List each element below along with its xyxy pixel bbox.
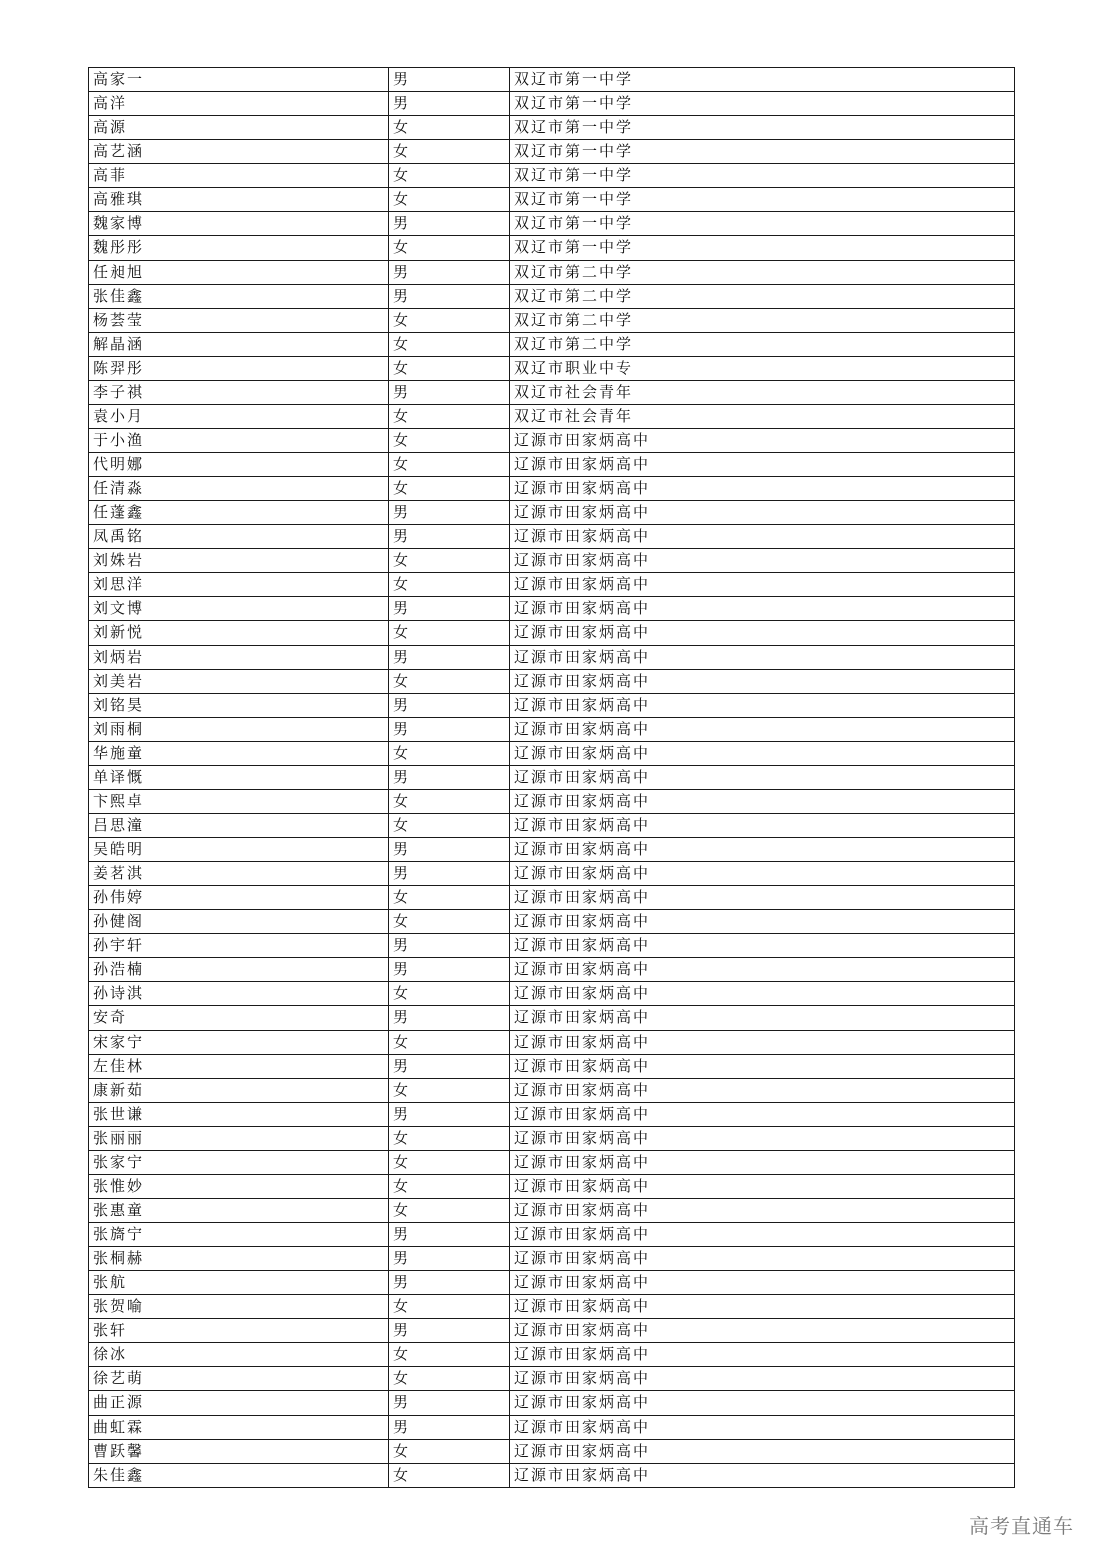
table-row (89, 1198, 1015, 1222)
school-cell: 辽源市田家炳高中 (510, 1223, 1015, 1247)
table-row (89, 428, 1015, 452)
student-name-cell: 吕思潼 (89, 813, 389, 837)
student-name-cell: 高家一 (89, 68, 389, 92)
school-cell: 辽源市田家炳高中 (510, 1247, 1015, 1271)
table-row (89, 789, 1015, 813)
table-row (89, 1391, 1015, 1415)
table-row (89, 573, 1015, 597)
gender-cell: 男 (389, 1054, 510, 1078)
gender-cell: 男 (389, 1319, 510, 1343)
student-name-cell: 曲正源 (89, 1391, 389, 1415)
watermark-text: 高考直通车 (969, 1514, 1074, 1538)
student-name-cell: 张佳鑫 (89, 284, 389, 308)
school-cell: 辽源市田家炳高中 (510, 1198, 1015, 1222)
gender-cell: 女 (389, 1126, 510, 1150)
student-name-cell: 张世谦 (89, 1102, 389, 1126)
gender-cell: 男 (389, 1102, 510, 1126)
school-cell: 辽源市田家炳高中 (510, 1006, 1015, 1030)
table-row (89, 92, 1015, 116)
gender-cell: 女 (389, 308, 510, 332)
school-cell: 双辽市第一中学 (510, 92, 1015, 116)
student-name-cell: 朱佳鑫 (89, 1463, 389, 1487)
gender-cell: 女 (389, 1343, 510, 1367)
student-name-cell: 陈羿彤 (89, 356, 389, 380)
gender-cell: 女 (389, 1367, 510, 1391)
table-row (89, 669, 1015, 693)
school-cell: 辽源市田家炳高中 (510, 958, 1015, 982)
student-name-cell: 孙诗淇 (89, 982, 389, 1006)
school-cell: 辽源市田家炳高中 (510, 1439, 1015, 1463)
gender-cell: 女 (389, 453, 510, 477)
student-name-cell: 任昶旭 (89, 260, 389, 284)
student-name-cell: 曹跃馨 (89, 1439, 389, 1463)
school-cell: 辽源市田家炳高中 (510, 982, 1015, 1006)
student-name-cell: 刘铭昊 (89, 693, 389, 717)
school-cell: 辽源市田家炳高中 (510, 549, 1015, 573)
student-name-cell: 任蓬鑫 (89, 501, 389, 525)
gender-cell: 男 (389, 1391, 510, 1415)
table-row (89, 212, 1015, 236)
gender-cell: 男 (389, 92, 510, 116)
gender-cell: 女 (389, 982, 510, 1006)
table-row (89, 116, 1015, 140)
gender-cell: 女 (389, 813, 510, 837)
student-name-cell: 高洋 (89, 92, 389, 116)
student-name-cell: 刘姝岩 (89, 549, 389, 573)
school-cell: 辽源市田家炳高中 (510, 597, 1015, 621)
school-cell: 辽源市田家炳高中 (510, 645, 1015, 669)
school-cell: 辽源市田家炳高中 (510, 501, 1015, 525)
school-cell: 辽源市田家炳高中 (510, 693, 1015, 717)
student-name-cell: 张桐赫 (89, 1247, 389, 1271)
gender-cell: 女 (389, 789, 510, 813)
table-row (89, 1463, 1015, 1487)
student-name-cell: 高源 (89, 116, 389, 140)
school-cell: 辽源市田家炳高中 (510, 669, 1015, 693)
school-cell: 辽源市田家炳高中 (510, 717, 1015, 741)
table-row (89, 813, 1015, 837)
table-row (89, 453, 1015, 477)
student-name-cell: 徐艺萌 (89, 1367, 389, 1391)
school-cell: 双辽市职业中专 (510, 356, 1015, 380)
student-name-cell: 刘美岩 (89, 669, 389, 693)
table-row (89, 934, 1015, 958)
table-row (89, 1247, 1015, 1271)
school-cell: 辽源市田家炳高中 (510, 1367, 1015, 1391)
student-name-cell: 魏彤彤 (89, 236, 389, 260)
student-name-cell: 解晶涵 (89, 332, 389, 356)
table-row (89, 164, 1015, 188)
school-cell: 辽源市田家炳高中 (510, 525, 1015, 549)
school-cell: 双辽市第一中学 (510, 164, 1015, 188)
student-name-cell: 孙健阁 (89, 910, 389, 934)
student-name-cell: 凤禹铭 (89, 525, 389, 549)
school-cell: 辽源市田家炳高中 (510, 862, 1015, 886)
school-cell: 辽源市田家炳高中 (510, 934, 1015, 958)
student-name-cell: 张惟妙 (89, 1174, 389, 1198)
student-name-cell: 曲虹霖 (89, 1415, 389, 1439)
table-row (89, 862, 1015, 886)
table-row (89, 1078, 1015, 1102)
school-cell: 辽源市田家炳高中 (510, 765, 1015, 789)
gender-cell: 男 (389, 645, 510, 669)
gender-cell: 女 (389, 428, 510, 452)
gender-cell: 女 (389, 477, 510, 501)
gender-cell: 男 (389, 260, 510, 284)
student-name-cell: 单译慨 (89, 765, 389, 789)
student-name-cell: 袁小月 (89, 404, 389, 428)
gender-cell: 男 (389, 958, 510, 982)
gender-cell: 女 (389, 1463, 510, 1487)
table-row (89, 380, 1015, 404)
school-cell: 辽源市田家炳高中 (510, 910, 1015, 934)
student-name-cell: 刘雨桐 (89, 717, 389, 741)
student-name-cell: 张旖宁 (89, 1223, 389, 1247)
student-name-cell: 任清淼 (89, 477, 389, 501)
gender-cell: 男 (389, 717, 510, 741)
gender-cell: 女 (389, 332, 510, 356)
gender-cell: 女 (389, 1078, 510, 1102)
school-cell: 辽源市田家炳高中 (510, 1102, 1015, 1126)
gender-cell: 女 (389, 886, 510, 910)
table-row (89, 982, 1015, 1006)
school-cell: 辽源市田家炳高中 (510, 741, 1015, 765)
student-name-cell: 姜茗淇 (89, 862, 389, 886)
student-name-cell: 安奇 (89, 1006, 389, 1030)
gender-cell: 女 (389, 621, 510, 645)
school-cell: 辽源市田家炳高中 (510, 453, 1015, 477)
student-name-cell: 孙浩楠 (89, 958, 389, 982)
student-name-cell: 徐冰 (89, 1343, 389, 1367)
school-cell: 双辽市第一中学 (510, 68, 1015, 92)
student-name-cell: 魏家博 (89, 212, 389, 236)
student-name-cell: 左佳林 (89, 1054, 389, 1078)
school-cell: 双辽市社会青年 (510, 380, 1015, 404)
table-row (89, 260, 1015, 284)
student-name-cell: 高雅琪 (89, 188, 389, 212)
gender-cell: 女 (389, 140, 510, 164)
table-row (89, 501, 1015, 525)
student-name-cell: 刘新悦 (89, 621, 389, 645)
table-row (89, 1367, 1015, 1391)
school-cell: 双辽市第一中学 (510, 140, 1015, 164)
roster-body (89, 68, 1015, 1488)
gender-cell: 男 (389, 597, 510, 621)
table-row (89, 717, 1015, 741)
table-row (89, 1319, 1015, 1343)
gender-cell: 女 (389, 188, 510, 212)
table-row (89, 404, 1015, 428)
table-row (89, 838, 1015, 862)
gender-cell: 女 (389, 164, 510, 188)
gender-cell: 男 (389, 380, 510, 404)
school-cell: 辽源市田家炳高中 (510, 1126, 1015, 1150)
school-cell: 双辽市第一中学 (510, 236, 1015, 260)
school-cell: 双辽市第二中学 (510, 308, 1015, 332)
student-name-cell: 宋家宁 (89, 1030, 389, 1054)
table-row (89, 140, 1015, 164)
table-row (89, 958, 1015, 982)
gender-cell: 女 (389, 1150, 510, 1174)
gender-cell: 女 (389, 1439, 510, 1463)
school-cell: 辽源市田家炳高中 (510, 1271, 1015, 1295)
student-name-cell: 张贺喻 (89, 1295, 389, 1319)
student-name-cell: 张轩 (89, 1319, 389, 1343)
table-row (89, 1223, 1015, 1247)
student-name-cell: 张丽丽 (89, 1126, 389, 1150)
student-name-cell: 刘炳岩 (89, 645, 389, 669)
school-cell: 辽源市田家炳高中 (510, 1174, 1015, 1198)
table-row (89, 765, 1015, 789)
table-row (89, 621, 1015, 645)
school-cell: 辽源市田家炳高中 (510, 789, 1015, 813)
gender-cell: 女 (389, 549, 510, 573)
school-cell: 辽源市田家炳高中 (510, 1319, 1015, 1343)
school-cell: 双辽市第一中学 (510, 116, 1015, 140)
table-row (89, 1343, 1015, 1367)
gender-cell: 女 (389, 1030, 510, 1054)
student-name-cell: 张惠童 (89, 1198, 389, 1222)
school-cell: 辽源市田家炳高中 (510, 1150, 1015, 1174)
school-cell: 双辽市第一中学 (510, 212, 1015, 236)
gender-cell: 女 (389, 236, 510, 260)
school-cell: 双辽市第一中学 (510, 188, 1015, 212)
table-row (89, 1174, 1015, 1198)
table-row (89, 1054, 1015, 1078)
student-name-cell: 张航 (89, 1271, 389, 1295)
table-row (89, 693, 1015, 717)
school-cell: 辽源市田家炳高中 (510, 1391, 1015, 1415)
table-row (89, 284, 1015, 308)
gender-cell: 女 (389, 573, 510, 597)
student-name-cell: 孙伟婷 (89, 886, 389, 910)
school-cell: 辽源市田家炳高中 (510, 1463, 1015, 1487)
school-cell: 辽源市田家炳高中 (510, 573, 1015, 597)
gender-cell: 男 (389, 68, 510, 92)
table-row (89, 886, 1015, 910)
school-cell: 辽源市田家炳高中 (510, 886, 1015, 910)
table-row (89, 68, 1015, 92)
gender-cell: 男 (389, 501, 510, 525)
gender-cell: 男 (389, 212, 510, 236)
table-row (89, 356, 1015, 380)
gender-cell: 女 (389, 1174, 510, 1198)
table-row (89, 910, 1015, 934)
table-row (89, 1006, 1015, 1030)
table-row (89, 1150, 1015, 1174)
gender-cell: 男 (389, 765, 510, 789)
school-cell: 辽源市田家炳高中 (510, 477, 1015, 501)
table-row (89, 332, 1015, 356)
student-name-cell: 卞熙卓 (89, 789, 389, 813)
gender-cell: 男 (389, 1223, 510, 1247)
gender-cell: 女 (389, 741, 510, 765)
gender-cell: 女 (389, 116, 510, 140)
table-row (89, 1271, 1015, 1295)
school-cell: 辽源市田家炳高中 (510, 1030, 1015, 1054)
school-cell: 辽源市田家炳高中 (510, 1343, 1015, 1367)
gender-cell: 男 (389, 284, 510, 308)
table-row (89, 188, 1015, 212)
table-row (89, 1126, 1015, 1150)
student-name-cell: 李子祺 (89, 380, 389, 404)
table-row (89, 1415, 1015, 1439)
school-cell: 辽源市田家炳高中 (510, 621, 1015, 645)
gender-cell: 男 (389, 1006, 510, 1030)
student-name-cell: 于小渔 (89, 428, 389, 452)
school-cell: 辽源市田家炳高中 (510, 1078, 1015, 1102)
student-roster-table (88, 67, 1015, 1488)
table-row (89, 308, 1015, 332)
student-name-cell: 华施童 (89, 741, 389, 765)
school-cell: 双辽市第二中学 (510, 284, 1015, 308)
school-cell: 双辽市第二中学 (510, 332, 1015, 356)
gender-cell: 男 (389, 693, 510, 717)
gender-cell: 男 (389, 1247, 510, 1271)
student-name-cell: 刘思洋 (89, 573, 389, 597)
student-name-cell: 代明娜 (89, 453, 389, 477)
gender-cell: 男 (389, 862, 510, 886)
table-row (89, 741, 1015, 765)
gender-cell: 女 (389, 356, 510, 380)
gender-cell: 女 (389, 1295, 510, 1319)
gender-cell: 男 (389, 934, 510, 958)
table-row (89, 597, 1015, 621)
school-cell: 辽源市田家炳高中 (510, 1054, 1015, 1078)
gender-cell: 男 (389, 1271, 510, 1295)
student-name-cell: 孙宇轩 (89, 934, 389, 958)
school-cell: 辽源市田家炳高中 (510, 813, 1015, 837)
gender-cell: 男 (389, 838, 510, 862)
student-name-cell: 杨荟莹 (89, 308, 389, 332)
table-row (89, 477, 1015, 501)
school-cell: 双辽市社会青年 (510, 404, 1015, 428)
student-name-cell: 高艺涵 (89, 140, 389, 164)
student-name-cell: 高菲 (89, 164, 389, 188)
table-row (89, 525, 1015, 549)
gender-cell: 女 (389, 404, 510, 428)
gender-cell: 女 (389, 669, 510, 693)
gender-cell: 女 (389, 1198, 510, 1222)
table-row (89, 549, 1015, 573)
table-row (89, 1439, 1015, 1463)
school-cell: 辽源市田家炳高中 (510, 1295, 1015, 1319)
student-name-cell: 吴皓明 (89, 838, 389, 862)
school-cell: 双辽市第二中学 (510, 260, 1015, 284)
gender-cell: 男 (389, 525, 510, 549)
table-row (89, 1295, 1015, 1319)
student-name-cell: 张家宁 (89, 1150, 389, 1174)
gender-cell: 女 (389, 910, 510, 934)
school-cell: 辽源市田家炳高中 (510, 838, 1015, 862)
student-name-cell: 刘文博 (89, 597, 389, 621)
gender-cell: 男 (389, 1415, 510, 1439)
student-name-cell: 康新茹 (89, 1078, 389, 1102)
table-row (89, 236, 1015, 260)
table-row (89, 1030, 1015, 1054)
table-row (89, 645, 1015, 669)
table-row (89, 1102, 1015, 1126)
school-cell: 辽源市田家炳高中 (510, 428, 1015, 452)
school-cell: 辽源市田家炳高中 (510, 1415, 1015, 1439)
